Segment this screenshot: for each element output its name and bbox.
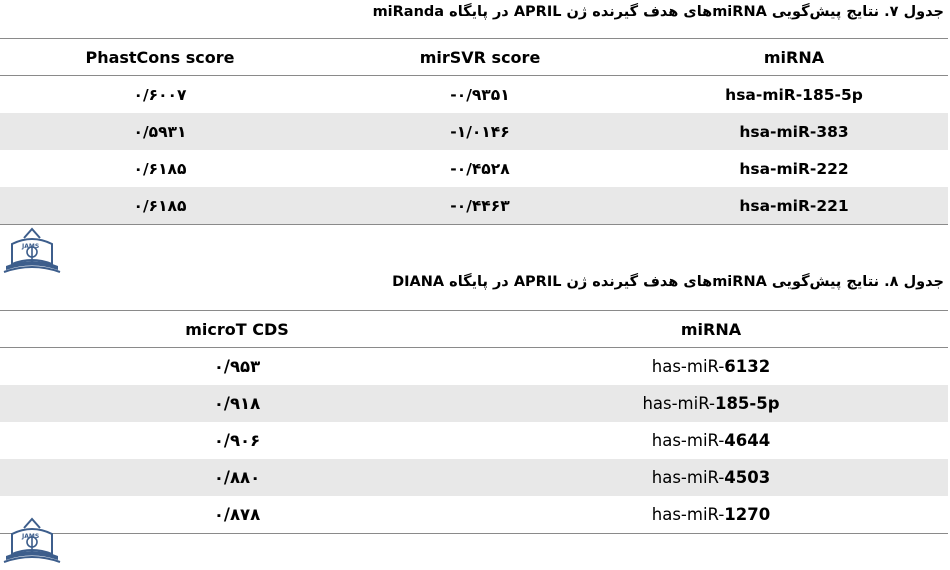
mirna-prefix: has-miR-: [651, 468, 725, 487]
mirna-suffix: 6132: [724, 357, 771, 376]
microt-cell: ۰/۹۵۳: [213, 357, 261, 376]
table7: [0, 38, 948, 225]
microt-cell: ۰/۸۸۰: [0, 459, 474, 496]
mirna-cell: [474, 348, 948, 386]
mirna-cell: hsa-miR-221: [640, 187, 948, 225]
mirna-prefix: has-miR-: [642, 394, 715, 413]
microt-cell: ۰/۸۷۸: [0, 496, 474, 534]
table8: [0, 310, 948, 534]
phastcons-cell: ۰/۶۱۸۵: [133, 159, 187, 178]
table-row: [0, 187, 948, 225]
table-row: [0, 348, 948, 386]
table7-header-mirna: miRNA: [640, 39, 948, 76]
jams-journal-logo-icon: [2, 226, 62, 278]
mirsvr-cell: -۰/۴۵۲۸: [450, 159, 510, 178]
table7-header-phastcons: PhastCons score: [0, 39, 320, 76]
table-row: [0, 496, 948, 534]
table-row: [0, 150, 948, 187]
table8-header-microt: microT CDS: [0, 311, 474, 348]
mirsvr-cell: -۰/۴۴۶۳: [320, 187, 640, 225]
microt-cell: ۰/۹۰۶: [213, 431, 261, 450]
phastcons-cell: ۰/۶۱۸۵: [0, 187, 320, 225]
mirna-cell: [474, 385, 948, 422]
table-row: [0, 76, 948, 114]
mirna-prefix: has-miR-: [651, 431, 725, 450]
mirna-cell: hsa-miR-185-5p: [725, 85, 863, 104]
phastcons-cell: ۰/۵۹۳۱: [0, 113, 320, 150]
table-row: [0, 385, 948, 422]
logo-text: JAMS: [22, 533, 40, 540]
table-row: [0, 459, 948, 496]
table-row: [0, 422, 948, 459]
mirna-suffix: 4644: [724, 431, 771, 450]
table-row: [0, 113, 948, 150]
mirna-cell: hsa-miR-383: [640, 113, 948, 150]
table8-header-row: [0, 311, 948, 348]
table7-header-mirsvr: mirSVR score: [320, 39, 640, 76]
table8-header-mirna: miRNA: [474, 311, 948, 348]
mirna-prefix: has-miR-: [651, 357, 725, 376]
jams-journal-logo-icon: [2, 516, 62, 568]
phastcons-cell: ۰/۶۰۰۷: [133, 85, 187, 104]
mirna-prefix: has-miR-: [651, 505, 725, 524]
mirna-suffix: 4503: [724, 468, 771, 487]
mirsvr-cell: -۱/۰۱۴۶: [320, 113, 640, 150]
mirna-cell: hsa-miR-222: [739, 159, 849, 178]
logo-text: JAMS: [22, 243, 40, 250]
microt-cell: ۰/۹۱۸: [0, 385, 474, 422]
table8-caption: جدول ۸. نتایج پیش‌گویی miRNAهای هدف گیرنده ژن APRIL در پایگاه DIANA: [392, 274, 944, 290]
table7-header-row: [0, 39, 948, 76]
mirna-suffix: 185-5p: [714, 394, 780, 413]
mirna-cell: [474, 422, 948, 459]
table7-caption: جدول ۷. نتایج پیش‌گویی miRNAهای هدف گیرنده ژن APRIL در پایگاه miRanda: [372, 4, 944, 20]
mirna-cell: [474, 459, 948, 496]
mirna-suffix: 1270: [724, 505, 771, 524]
mirsvr-cell: -۰/۹۳۵۱: [450, 85, 510, 104]
mirna-cell: [474, 496, 948, 534]
